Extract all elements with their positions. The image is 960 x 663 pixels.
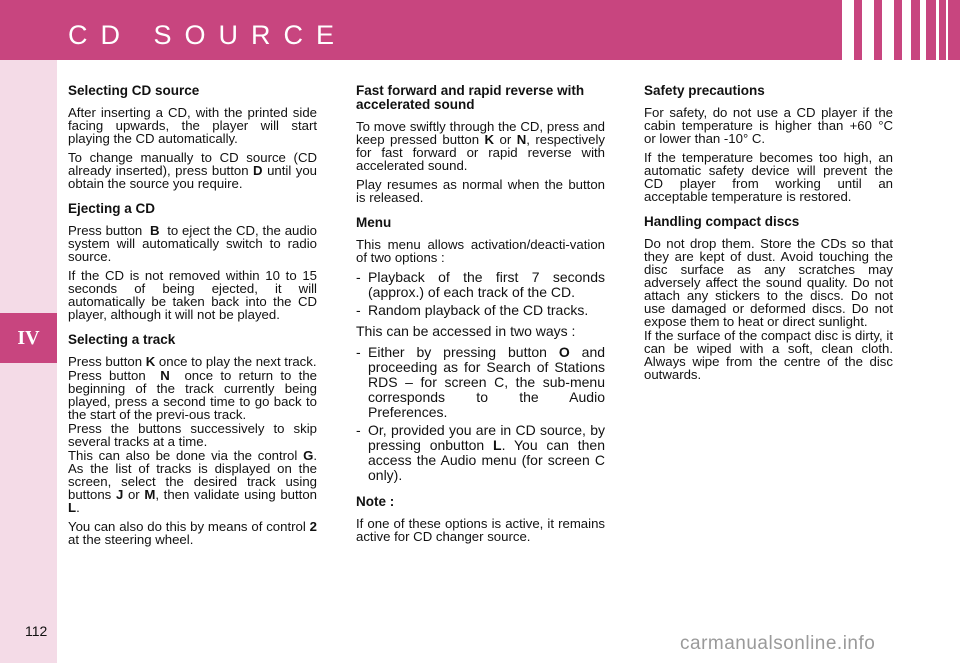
- key-label: O: [558, 344, 570, 360]
- list-item: - Playback of the first 7 seconds (approx.) of each track of the CD.: [356, 269, 605, 300]
- paragraph: This can also be done via the control G. As the list of tracks is displayed on the screen, select the desired track using buttons J or M, then validate using button L.: [68, 448, 317, 515]
- paragraph: Play resumes as normal when the button is released.: [356, 177, 605, 205]
- header-stripe: [842, 0, 854, 60]
- paragraph: After inserting a CD, with the printed side facing upwards, the player will start playing the CD automatically.: [68, 105, 317, 146]
- list-item: - Or, provided you are in CD source, by pressing onbutton L. You can then access the Audio menu (for screen C only).: [356, 422, 605, 483]
- key-label: D: [253, 163, 263, 178]
- section-title-fast-forward: Fast forward and rapid reverse with accelerated sound: [356, 83, 585, 112]
- paragraph: Press the buttons successively to skip several tracks at a time.: [68, 421, 317, 449]
- access-list: [356, 345, 605, 483]
- header-stripe: [862, 0, 874, 60]
- section-title-safety: Safety precautions: [644, 83, 765, 98]
- key-label: L: [68, 500, 77, 515]
- section-title-handling: Handling compact discs: [644, 214, 800, 229]
- paragraph: This can be accessed in two ways :: [356, 323, 576, 339]
- section-title-selecting-cd-source: Selecting CD source: [68, 83, 200, 98]
- paragraph: Press button N once to return to the beginning of the track currently being played, press a second time to go back to the start of the previ-ous track.: [68, 368, 318, 422]
- page-number: 112: [25, 623, 48, 639]
- page-title: CD SOURCE: [68, 20, 348, 50]
- section-title-menu: Menu: [356, 215, 392, 230]
- section-title-ejecting-cd: Ejecting a CD: [68, 201, 156, 216]
- paragraph: To move swiftly through the CD, press and keep pressed button K or N, respectively for fast forward or rapid reverse with accelerated sound.: [356, 119, 605, 173]
- column-left: [68, 84, 317, 552]
- option-list: [356, 270, 605, 318]
- paragraph: If one of these options is active, it remains active for CD changer source.: [356, 516, 605, 544]
- key-label: J: [115, 487, 124, 502]
- paragraph: If the CD is not removed within 10 to 15 seconds of being ejected, it will automatically be taken back into the CD player, although it will not be played.: [68, 268, 317, 322]
- key-label: L: [493, 437, 502, 453]
- paragraph: This menu allows activation/deacti-vation of two options :: [356, 237, 605, 265]
- section-title-note: Note :: [356, 494, 395, 509]
- watermark: carmanualsonline.info: [680, 633, 876, 654]
- column-middle: [356, 84, 605, 549]
- paragraph: Press button K once to play the next track.: [68, 354, 317, 369]
- column-right: [644, 84, 893, 387]
- page-header: [0, 0, 960, 60]
- key-label: N: [160, 368, 170, 383]
- key-label: 2: [309, 519, 317, 534]
- key-label: B: [149, 223, 160, 238]
- header-stripe: [882, 0, 894, 60]
- list-item: - Random playback of the CD tracks.: [356, 302, 589, 318]
- key-label: K: [484, 132, 495, 147]
- chapter-tab: IV: [0, 313, 57, 363]
- paragraph: To change manually to CD source (CD already inserted), press button D until you obtain the source you require.: [68, 150, 317, 191]
- paragraph: Press button B to eject the CD, the audio system will automatically switch to radio source.: [68, 223, 317, 264]
- section-title-selecting-track: Selecting a track: [68, 332, 176, 347]
- key-label: N: [516, 132, 527, 147]
- chapter-sidebar: [0, 60, 57, 663]
- header-stripe: [902, 0, 911, 60]
- header-stripe: [936, 0, 939, 60]
- key-label: G: [303, 448, 314, 463]
- header-stripe: [946, 0, 948, 60]
- paragraph: Do not drop them. Store the CDs so that they are kept of dust. Avoid touching the disc surface as any scratches may adversely affect the sound quality. Do not attach any stickers to the discs. Do not use damaged or deformed discs. Do not expose them to heat or direct sunlight.: [644, 236, 893, 329]
- key-label: M: [144, 487, 156, 502]
- header-stripe: [920, 0, 926, 60]
- list-item: - Either by pressing button O and proceeding as for Search of Stations RDS – for screen C, the sub-menu corresponds to the Audio Preferences.: [356, 344, 606, 420]
- paragraph: If the surface of the compact disc is dirty, it can be wiped with a soft, clean cloth. Always wipe from the centre of the disc outwards.: [644, 328, 893, 382]
- key-label: K: [145, 354, 156, 369]
- paragraph: You can also do this by means of control 2 at the steering wheel.: [68, 519, 317, 547]
- paragraph: If the temperature becomes too high, an automatic safety device will prevent the CD player from working until an acceptable temperature is restored.: [644, 150, 893, 204]
- paragraph: For safety, do not use a CD player if the cabin temperature is higher than +60 °C or lower than -10° C.: [644, 105, 893, 146]
